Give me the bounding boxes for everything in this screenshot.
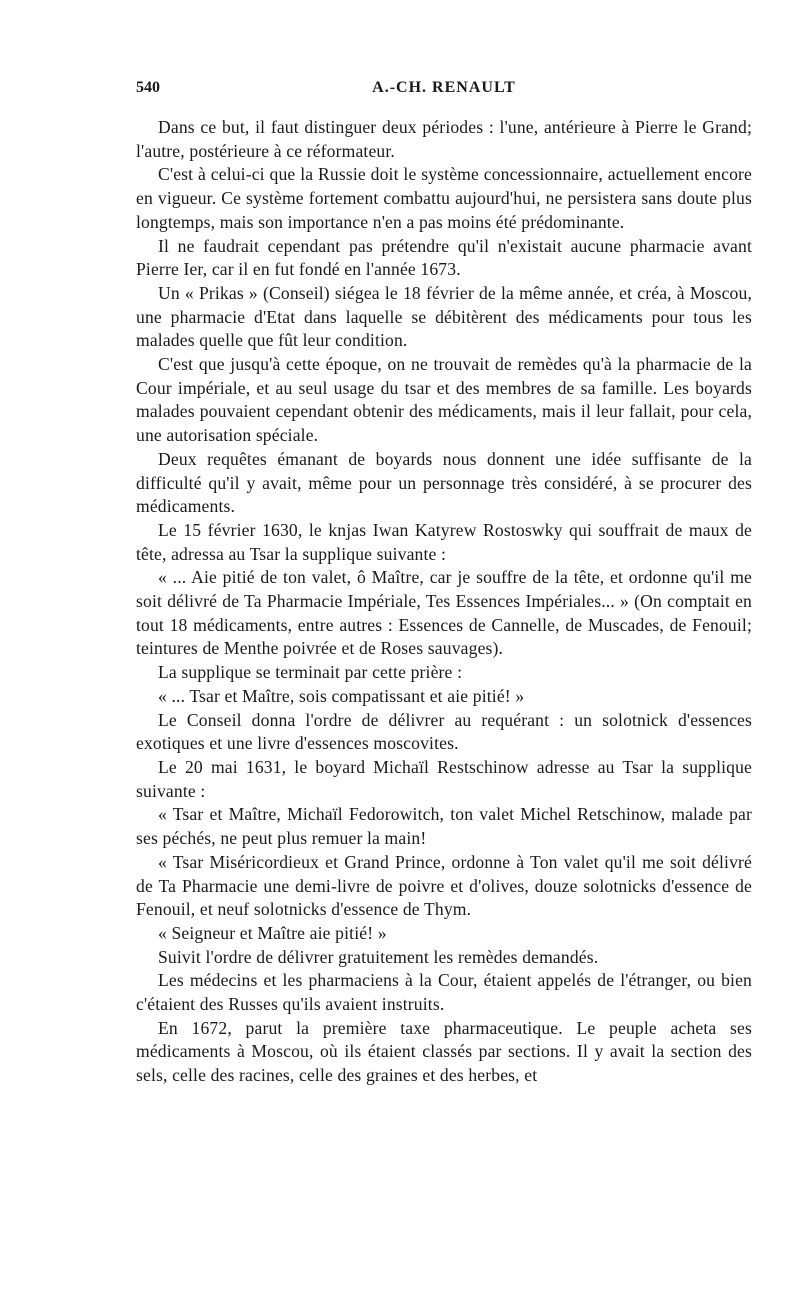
paragraph-10: « ... Tsar et Maître, sois compatissant et aie pitié! » [158, 685, 525, 706]
paragraph-7: Le 15 février 1630, le knjas Iwan Katyrew Rostoswky qui souffrait de maux de tête, adressa au Tsar la supplique suivante : [136, 519, 752, 564]
paragraph-15: « Seigneur et Maître aie pitié! » [158, 922, 387, 943]
body-text [136, 116, 752, 1088]
paragraph-3: Il ne faudrait cependant pas prétendre qu'il n'existait aucune pharmacie avant Pierre Ier, car il en fut fondé en l'année 1673. [136, 235, 752, 280]
paragraph-8: « ... Aie pitié de ton valet, ô Maître, car je souffre de la tête, et ordonne qu'il me soit délivré de Ta Pharmacie Impériale, Tes Essences Impériales... » (On comptait en tout 18 médicaments, entre autres : Essences de Cannelle, de Muscades, de Fenouil; teintures de Menthe poivrée et de Roses sauvages). [136, 567, 752, 659]
page-number: 540 [136, 79, 160, 96]
running-title: A.-CH. RENAULT [372, 79, 516, 96]
paragraph-12: Le 20 mai 1631, le boyard Michaïl Restschinow adresse au Tsar la supplique suivante : [136, 756, 752, 801]
paragraph-5: C'est que jusqu'à cette époque, on ne trouvait de remèdes qu'à la pharmacie de la Cour impériale, et au seul usage du tsar et des membres de sa famille. Les boyards malades pouvaient cependant obtenir des médicaments, mais il leur fallait, pour cela, une autorisation spéciale. [136, 354, 752, 446]
paragraph-17: Les médecins et les pharmaciens à la Cour, étaient appelés de l'étranger, ou bien c'étaient des Russes qu'ils avaient instruits. [136, 970, 752, 1015]
paragraph-11: Le Conseil donna l'ordre de délivrer au requérant : un solotnick d'essences exotiques et une livre d'essences moscovites. [136, 709, 752, 754]
paragraph-9: La supplique se terminait par cette prière : [158, 662, 463, 683]
paragraph-1: Dans ce but, il faut distinguer deux périodes : l'une, antérieure à Pierre le Grand; l'autre, postérieure à ce réformateur. [136, 117, 752, 161]
paragraph-16: Suivit l'ordre de délivrer gratuitement les remèdes demandés. [158, 946, 599, 967]
paragraph-6: Deux requêtes émanant de boyards nous donnent une idée suffisante de la difficulté qu'il y avait, même pour un personnage très considéré, à se procurer des médicaments. [136, 448, 752, 517]
paragraph-2: C'est à celui-ci que la Russie doit le système concessionnaire, actuellement encore en vigueur. Ce système fortement combattu aujourd'hui, ne persistera sans doute plus longtemps, mais son importance n'en a pas moins été prédominante. [136, 164, 752, 232]
paragraph-4: Un « Prikas » (Conseil) siégea le 18 février de la même année, et créa, à Moscou, une pharmacie d'Etat dans laquelle se débitèrent des médicaments pour tous les malades quelle que fût leur condition. [136, 282, 752, 351]
paragraph-13: « Tsar et Maître, Michaïl Fedorowitch, ton valet Michel Retschinow, malade par ses péchés, ne peut plus remuer la main! [136, 804, 752, 849]
paragraph-14: « Tsar Miséricordieux et Grand Prince, ordonne à Ton valet qu'il me soit délivré de Ta Pharmacie une demi-livre de poivre et d'olives, douze solotnicks d'essence de Fenouil, et neuf solotnicks d'essence de Thym. [136, 851, 752, 920]
paragraph-18: En 1672, parut la première taxe pharmaceutique. Le peuple acheta ses médicaments à Moscou, où ils étaient classés par sections. Il y avait la section des sels, celle des racines, celle des graines et des herbes, et [136, 1017, 752, 1086]
page-header [136, 79, 752, 103]
